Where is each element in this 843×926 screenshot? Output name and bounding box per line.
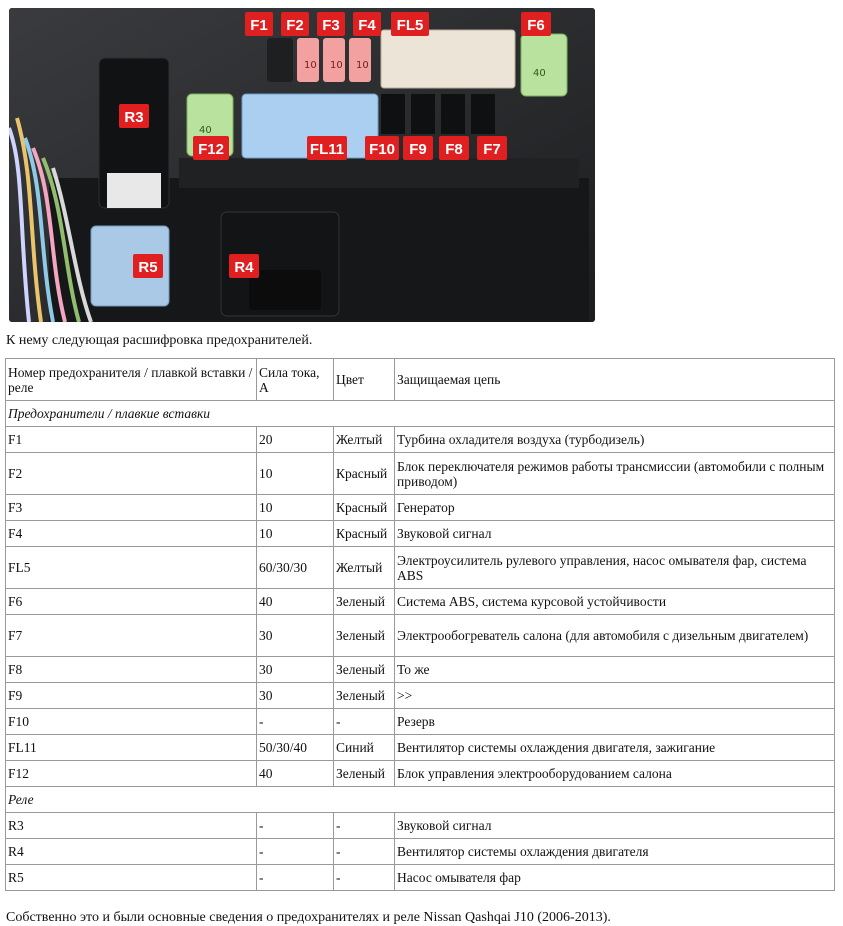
cell-current: 60/30/30 — [257, 547, 334, 589]
section-title: Предохранители / плавкие вставки — [6, 401, 835, 427]
label-f7: F7 — [483, 141, 501, 158]
cell-current: 40 — [257, 761, 334, 787]
label-r5: R5 — [138, 259, 158, 276]
cell-number: R4 — [6, 839, 257, 865]
cell-circuit: Система ABS, система курсовой устойчивости — [395, 589, 835, 615]
fuse-face-f3: 10 — [330, 60, 343, 71]
table-row — [6, 495, 835, 521]
label-f8: F8 — [445, 141, 463, 158]
cell-circuit: Насос омывателя фар — [395, 865, 835, 891]
label-f1: F1 — [250, 17, 268, 34]
cell-circuit: Блок управления электрооборудованием салона — [395, 761, 835, 787]
label-r3: R3 — [124, 109, 144, 126]
cell-color: Зеленый — [334, 589, 395, 615]
cell-color: - — [334, 813, 395, 839]
cell-color: - — [334, 839, 395, 865]
header-color: Цвет — [334, 359, 395, 401]
cell-circuit: Вентилятор системы охлаждения двигателя — [395, 839, 835, 865]
cell-color: Зеленый — [334, 761, 395, 787]
label-f2: F2 — [286, 17, 304, 34]
cell-number: F7 — [6, 615, 257, 657]
section-row — [6, 787, 835, 813]
relay-r3-body — [99, 58, 169, 208]
cell-number: F8 — [6, 657, 257, 683]
cell-number: F4 — [6, 521, 257, 547]
fuse-f6-body — [521, 34, 567, 96]
fuse-table — [5, 358, 835, 891]
cell-current: 10 — [257, 521, 334, 547]
cell-current: 10 — [257, 495, 334, 521]
table-row — [6, 683, 835, 709]
cell-circuit: То же — [395, 657, 835, 683]
cell-current: - — [257, 839, 334, 865]
cell-circuit: Блок переключателя режимов работы трансмиссии (автомобили с полным приводом) — [395, 453, 835, 495]
table-row — [6, 427, 835, 453]
label-fl11: FL11 — [309, 141, 345, 158]
fuse-face-f6: 40 — [533, 68, 546, 79]
cell-color: - — [334, 865, 395, 891]
table-row — [6, 865, 835, 891]
fuse-face-f12: 40 — [199, 125, 212, 136]
table-row — [6, 547, 835, 589]
cell-circuit: >> — [395, 683, 835, 709]
cell-number: R3 — [6, 813, 257, 839]
table-row — [6, 813, 835, 839]
cell-circuit: Электрообогреватель салона (для автомобиля с дизельным двигателем) — [395, 615, 835, 657]
fuse-fl5-body — [381, 30, 515, 88]
label-f6: F6 — [527, 17, 545, 34]
cell-color: - — [334, 709, 395, 735]
cell-circuit: Электроусилитель рулевого управления, насос омывателя фар, система ABS — [395, 547, 835, 589]
cell-color: Зеленый — [334, 657, 395, 683]
label-r4: R4 — [234, 259, 254, 276]
cell-number: F2 — [6, 453, 257, 495]
cell-color: Красный — [334, 521, 395, 547]
table-row — [6, 657, 835, 683]
cell-current: 20 — [257, 427, 334, 453]
cell-number: F6 — [6, 589, 257, 615]
table-header-row — [6, 359, 835, 401]
cell-color: Зеленый — [334, 683, 395, 709]
section-row — [6, 401, 835, 427]
fuse-box-photo — [9, 8, 595, 322]
intro-text: К нему следующая расшифровка предохранителей. — [6, 333, 313, 348]
table-row — [6, 615, 835, 657]
cell-color: Желтый — [334, 427, 395, 453]
fuse-face-f4: 10 — [356, 60, 369, 71]
cell-current: 30 — [257, 657, 334, 683]
cell-current: 10 — [257, 453, 334, 495]
label-f10: F10 — [369, 141, 395, 158]
label-f3: F3 — [322, 17, 340, 34]
cell-current: - — [257, 865, 334, 891]
table-row — [6, 453, 835, 495]
table-row — [6, 589, 835, 615]
cell-number: F1 — [6, 427, 257, 453]
cell-circuit: Вентилятор системы охлаждения двигателя, зажигание — [395, 735, 835, 761]
cell-number: F12 — [6, 761, 257, 787]
cell-number: FL5 — [6, 547, 257, 589]
cell-circuit: Звуковой сигнал — [395, 521, 835, 547]
cell-color: Желтый — [334, 547, 395, 589]
label-f12: F12 — [198, 141, 224, 158]
cell-circuit: Турбина охладителя воздуха (турбодизель) — [395, 427, 835, 453]
section-title: Реле — [6, 787, 835, 813]
label-f9: F9 — [409, 141, 427, 158]
cell-number: F9 — [6, 683, 257, 709]
cell-circuit: Звуковой сигнал — [395, 813, 835, 839]
cell-current: 50/30/40 — [257, 735, 334, 761]
table-row — [6, 761, 835, 787]
table-row — [6, 839, 835, 865]
cell-current: 30 — [257, 683, 334, 709]
cell-number: F10 — [6, 709, 257, 735]
table-row — [6, 709, 835, 735]
header-circuit: Защищаемая цепь — [395, 359, 835, 401]
label-f4: F4 — [358, 17, 376, 34]
cell-number: R5 — [6, 865, 257, 891]
cell-circuit: Генератор — [395, 495, 835, 521]
cell-number: FL11 — [6, 735, 257, 761]
cell-current: 40 — [257, 589, 334, 615]
cell-color: Зеленый — [334, 615, 395, 657]
label-fl5: FL5 — [396, 17, 424, 34]
cell-current: - — [257, 813, 334, 839]
footer-text: Собственно это и были основные сведения о предохранителях и реле Nissan Qashqai J10 (2006-2013). — [6, 910, 611, 925]
cell-circuit: Резерв — [395, 709, 835, 735]
cell-color: Синий — [334, 735, 395, 761]
header-number: Номер предохранителя / плавкой вставки / реле — [6, 359, 257, 401]
cell-number: F3 — [6, 495, 257, 521]
cell-color: Красный — [334, 495, 395, 521]
header-current: Сила тока, А — [257, 359, 334, 401]
cell-color: Красный — [334, 453, 395, 495]
fuse-face-f2: 10 — [304, 60, 317, 71]
cell-current: - — [257, 709, 334, 735]
table-row — [6, 735, 835, 761]
cell-current: 30 — [257, 615, 334, 657]
table-row — [6, 521, 835, 547]
